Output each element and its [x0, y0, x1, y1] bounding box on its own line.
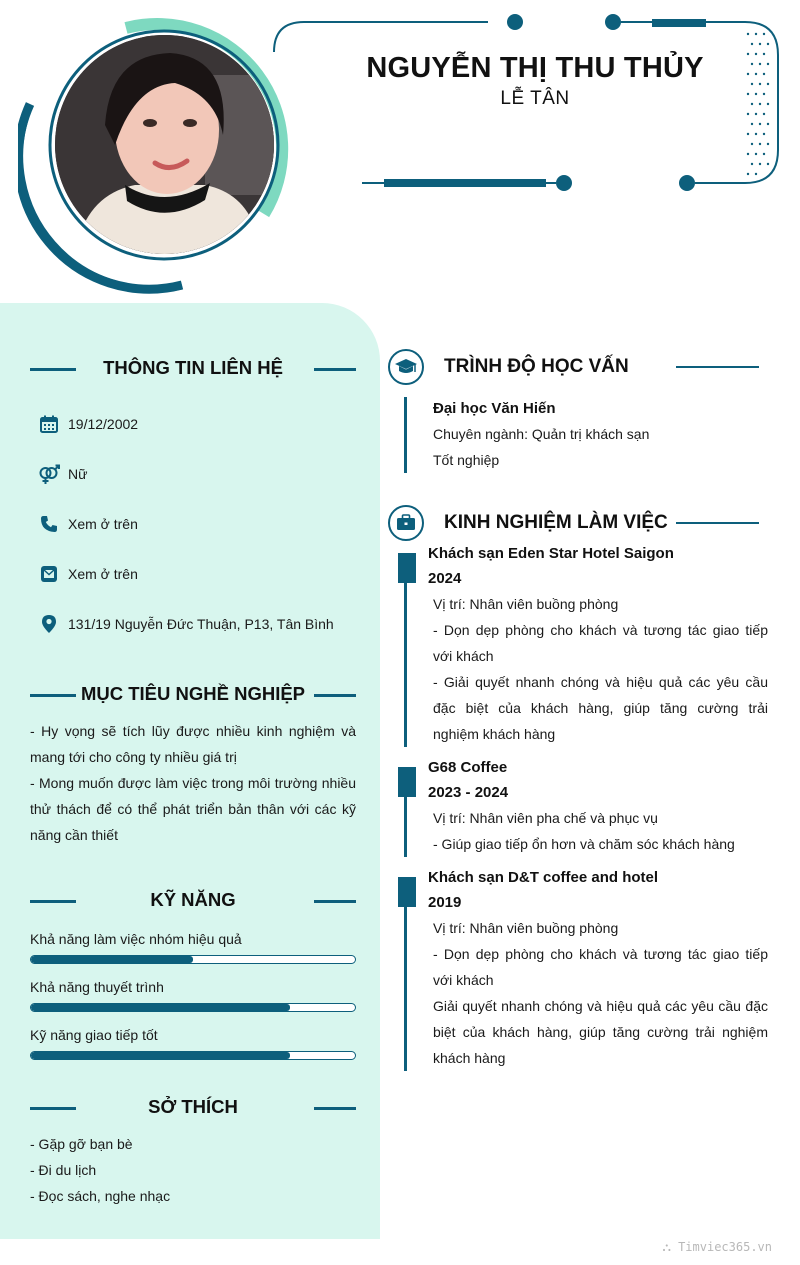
objective-text: - Hy vọng sẽ tích lũy được nhiều kinh nghiệm và mang tới cho công ty nhiều giá trị - Mong muốn được làm việc trong môi trường nhiều thử thách để có thể phát triển bản thân với các kỹ năng cần thiết [30, 723, 356, 843]
hobbies-list [30, 1131, 356, 1209]
contact-email-text: Xem ở trên [68, 566, 138, 582]
contact-phone-text: Xem ở trên [68, 516, 138, 532]
contact-gender-text: Nữ [68, 466, 88, 482]
hobbies-title: SỞ THÍCH [148, 1096, 238, 1117]
location-icon [38, 613, 60, 635]
contact-address [38, 612, 334, 636]
skill-label: Khả năng làm việc nhóm hiệu quả [30, 931, 242, 947]
skills-section-header [30, 889, 356, 913]
hobby-item: - Đọc sách, nghe nhạc [30, 1188, 171, 1204]
hobbies-section-header [30, 1096, 356, 1120]
contact-email [38, 562, 138, 586]
skill-progress-bar [30, 1003, 356, 1012]
job-company: G68 Coffee [428, 759, 508, 776]
skill-progress-bar [30, 955, 356, 964]
skill-label: Kỹ năng giao tiếp tốt [30, 1027, 158, 1043]
job-marker [398, 767, 416, 797]
hobby-item: - Đi du lịch [30, 1162, 97, 1178]
contact-gender [38, 462, 87, 486]
profile-photo [55, 35, 274, 254]
contact-birthday-text: 19/12/2002 [68, 416, 139, 432]
job-period: 2023 - 2024 [428, 784, 509, 801]
education-school: Đại học Văn Hiến [433, 400, 556, 417]
watermark: ⛬ Timviec365.vn [662, 1240, 772, 1254]
contact-title: THÔNG TIN LIÊN HỆ [103, 357, 283, 378]
job-details: Vị trí: Nhân viên buồng phòng - Dọn dẹp phòng cho khách và tương tác giao tiếp với khách - Giải quyết nhanh chóng và hiệu quả các yêu cầu đặc biệt của khách hàng, giúp tăng cường trải nghiệm khách hàng [433, 596, 768, 742]
candidate-job-title: LỄ TÂN [500, 88, 570, 109]
job-marker [398, 553, 416, 583]
job-details: Vị trí: Nhân viên pha chế và phục vụ - Giúp giao tiếp ổn hơn và chăm sóc khách hàng [433, 810, 735, 852]
contact-birthday [38, 412, 138, 436]
experience-title: KINH NGHIỆM LÀM VIỆC [444, 512, 668, 533]
objective-section-header [30, 683, 356, 707]
avatar-frame [18, 18, 298, 298]
education-timeline [404, 397, 407, 473]
skill-progress-fill [31, 956, 193, 963]
phone-icon [38, 513, 60, 535]
calendar-icon [38, 413, 60, 435]
job-marker [398, 877, 416, 907]
email-icon [38, 563, 60, 585]
contact-phone [38, 512, 138, 536]
skill-progress-fill [31, 1052, 290, 1059]
briefcase-icon [387, 504, 425, 542]
objective-title: MỤC TIÊU NGHỀ NGHIỆP [80, 683, 306, 704]
education-title-line [676, 366, 759, 368]
job-company: Khách sạn Eden Star Hotel Saigon [428, 545, 674, 562]
contact-section-header [30, 357, 356, 381]
job-period: 2019 [428, 894, 462, 911]
experience-title-line [676, 522, 759, 524]
education-title: TRÌNH ĐỘ HỌC VẤN [444, 356, 629, 377]
education-major: Chuyên ngành: Quản trị khách sạn [433, 426, 650, 442]
job-period: 2024 [428, 570, 462, 587]
graduation-cap-icon [387, 348, 425, 386]
skill-progress-bar [30, 1051, 356, 1060]
skill-label: Khả năng thuyết trình [30, 979, 164, 995]
skills-title: KỸ NĂNG [150, 889, 236, 910]
gender-icon [38, 463, 60, 485]
skill-progress-fill [31, 1004, 290, 1011]
candidate-name: NGUYỄN THỊ THU THỦY [366, 52, 704, 84]
job-company: Khách sạn D&T coffee and hotel [428, 869, 659, 886]
hobby-item: - Gặp gỡ bạn bè [30, 1136, 133, 1152]
education-status: Tốt nghiệp [433, 452, 500, 468]
job-details: Vị trí: Nhân viên buồng phòng - Dọn dẹp phòng cho khách và tương tác giao tiếp với khách Giải quyết nhanh chóng và hiệu quả các yêu cầu đặc biệt của khách hàng, giúp tăng cường trải nghiệm khách hàng [433, 920, 768, 1066]
contact-address-text: 131/19 Nguyễn Đức Thuận, P13, Tân Bình [68, 616, 334, 632]
